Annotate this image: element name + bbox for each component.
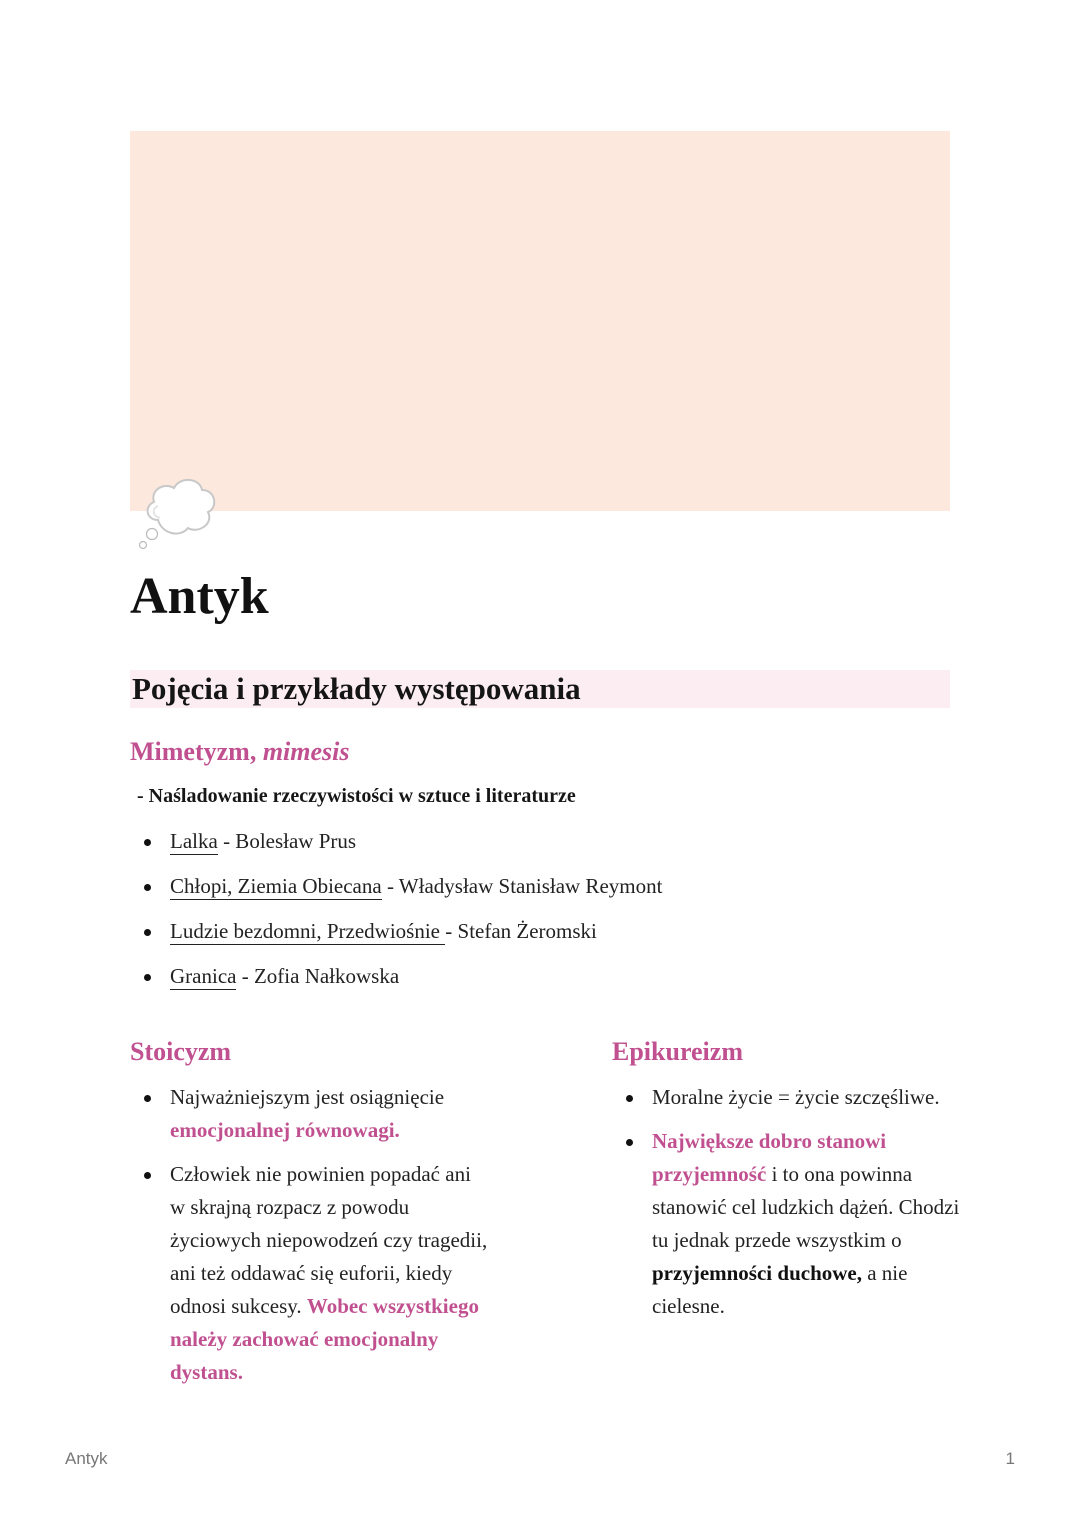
epikureizm-item2-end: a nie cielesne. [652,1261,908,1318]
book-author: - Stefan Żeromski [445,919,597,943]
mimetyzm-examples-list [130,825,662,1005]
page-title: Antyk [130,568,269,625]
cover-banner [130,131,950,511]
stoicyzm-item1-text: Najważniejszym jest osiągnięcie [170,1085,445,1109]
stoicyzm-column [130,1035,490,1400]
epikureizm-item2-highlight: Największe dobro stanowi przyjemność [652,1129,887,1186]
book-title: Lalka [170,829,218,853]
bullet-icon [144,929,151,936]
section-heading: Pojęcia i przykłady występowania [132,671,581,706]
epikureizm-item2-text: i to ona powinna stanowić cel ludzkich dążeń. Chodzi tu jednak przede wszystkim o [652,1162,960,1252]
stoicyzm-item2-highlight: Wobec wszystkiego należy zachować emocjonalny dystans. [170,1294,479,1384]
thought-balloon-icon [136,474,218,550]
book-title: Chłopi, Ziemia Obiecana [170,874,382,898]
stoicyzm-heading: Stoicyzm [130,1037,232,1066]
list-item [130,960,662,1005]
mimetyzm-heading-italic: mimesis [262,737,350,766]
epikureizm-list [612,1081,972,1323]
bullet-icon [144,884,151,891]
book-title: Granica [170,964,237,988]
list-item [130,1081,490,1147]
section-header [130,670,950,708]
stoicyzm-list [130,1081,490,1389]
book-author: - Władysław Stanisław Reymont [381,874,663,898]
list-item [130,1158,490,1389]
stoicyzm-item2-text: Człowiek nie powinien popadać ani w skrajną rozpacz z powodu życiowych niepowodzeń czy tragedii, ani też oddawać się euforii, kiedy odnosi sukcesy. [170,1162,488,1318]
stoicyzm-item1-highlight: emocjonalnej równowagi. [170,1118,400,1142]
bullet-icon [626,1095,633,1102]
bullet-icon [144,839,151,846]
bullet-icon [144,1095,151,1102]
epikureizm-item2-bold: przyjemności duchowe, [652,1261,862,1285]
epikureizm-item1-text: Moralne życie = życie szczęśliwe. [652,1085,940,1109]
book-title: Ludzie bezdomni, Przedwiośnie [170,919,446,943]
bullet-icon [144,974,151,981]
book-author: - Zofia Nałkowska [236,964,400,988]
bullet-icon [144,1172,151,1179]
footer-title: Antyk [65,1449,108,1468]
list-item [612,1081,972,1114]
epikureizm-heading: Epikureizm [612,1037,743,1066]
list-item [130,915,662,960]
mimetyzm-definition: - Naśladowanie rzeczywistości w sztuce i literaturze [137,785,576,807]
page-number: 1 [1005,1449,1015,1468]
book-author: - Bolesław Prus [217,829,357,853]
epikureizm-column [612,1035,972,1334]
mimetyzm-heading-main: Mimetyzm, [130,737,263,766]
list-item [130,825,662,870]
list-item [612,1125,972,1323]
bullet-icon [626,1139,633,1146]
mimetyzm-heading [130,735,350,769]
list-item [130,870,662,915]
